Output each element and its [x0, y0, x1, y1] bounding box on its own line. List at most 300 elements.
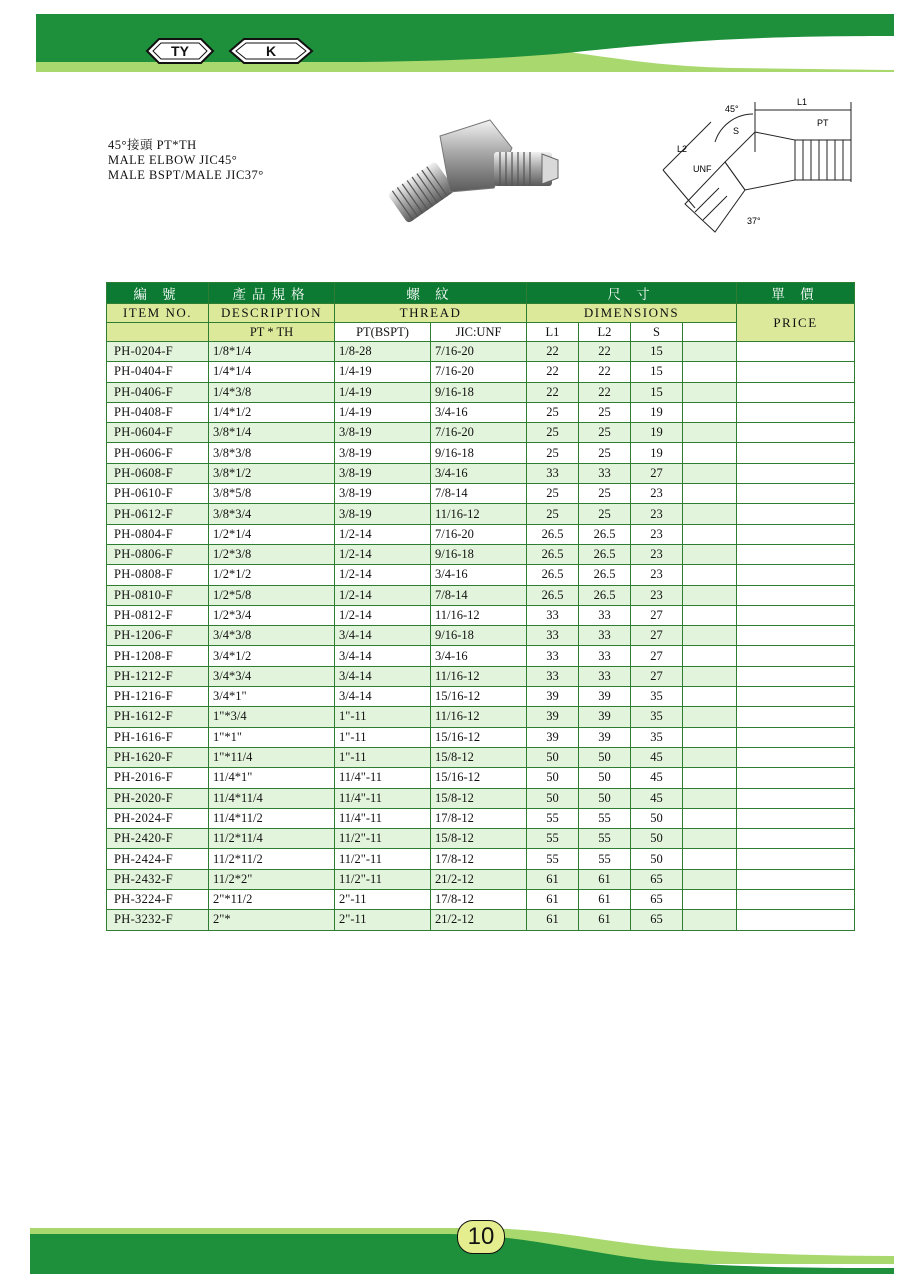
row-price: [737, 524, 855, 544]
table-row: [107, 747, 855, 767]
row-extra: [683, 788, 737, 808]
row-item: PH-0404-F: [107, 362, 209, 382]
product-title: [108, 138, 264, 183]
row-price: [737, 666, 855, 686]
row-l1: 50: [527, 788, 579, 808]
row-desc: 1/4*1/2: [209, 402, 335, 422]
table-row: [107, 342, 855, 362]
row-desc: 1"*11/4: [209, 747, 335, 767]
row-price: [737, 890, 855, 910]
row-price: [737, 382, 855, 402]
row-l1: 25: [527, 423, 579, 443]
row-l2: 25: [579, 484, 631, 504]
row-l1: 25: [527, 443, 579, 463]
row-l1: 22: [527, 362, 579, 382]
table-row: [107, 666, 855, 686]
row-s: 65: [631, 910, 683, 930]
row-l2: 22: [579, 382, 631, 402]
row-l1: 26.5: [527, 585, 579, 605]
row-l2: 55: [579, 808, 631, 828]
row-price: [737, 808, 855, 828]
product-title-en-2: MALE BSPT/MALE JIC37°: [108, 168, 264, 182]
row-l1: 55: [527, 849, 579, 869]
row-item: PH-2424-F: [107, 849, 209, 869]
row-item: PH-0810-F: [107, 585, 209, 605]
row-desc: 11/2*11/2: [209, 849, 335, 869]
row-extra: [683, 565, 737, 585]
header-desc-sub: PT * TH: [209, 323, 335, 342]
row-thread-jic: 7/16-20: [431, 342, 527, 362]
row-l1: 61: [527, 869, 579, 889]
page-number: 10: [457, 1220, 505, 1254]
row-s: 27: [631, 666, 683, 686]
row-price: [737, 788, 855, 808]
row-thread-pt: 11/2"-11: [335, 829, 431, 849]
row-desc: 3/4*3/4: [209, 666, 335, 686]
product-title-en-1: MALE ELBOW JIC45°: [108, 153, 238, 167]
row-s: 27: [631, 626, 683, 646]
row-l2: 25: [579, 423, 631, 443]
row-l2: 61: [579, 910, 631, 930]
table-row: [107, 910, 855, 930]
row-item: PH-0608-F: [107, 463, 209, 483]
product-photo: [382, 108, 562, 228]
row-desc: 1/4*3/8: [209, 382, 335, 402]
row-extra: [683, 342, 737, 362]
diagram-label-s: S: [733, 126, 740, 136]
row-l2: 61: [579, 869, 631, 889]
header-s-sub: S: [631, 323, 683, 342]
row-extra: [683, 524, 737, 544]
row-thread-pt: 11/2"-11: [335, 869, 431, 889]
row-thread-pt: 11/2"-11: [335, 849, 431, 869]
row-thread-pt: 1/4-19: [335, 382, 431, 402]
row-desc: 11/2*2": [209, 869, 335, 889]
row-thread-jic: 11/16-12: [431, 504, 527, 524]
row-price: [737, 727, 855, 747]
row-extra: [683, 808, 737, 828]
row-l1: 25: [527, 402, 579, 422]
row-thread-jic: 7/16-20: [431, 423, 527, 443]
row-l1: 55: [527, 808, 579, 828]
row-price: [737, 463, 855, 483]
row-l1: 50: [527, 747, 579, 767]
diagram-label-l2: L2: [677, 144, 688, 154]
row-thread-pt: 1/2-14: [335, 605, 431, 625]
row-l1: 33: [527, 646, 579, 666]
row-l1: 22: [527, 382, 579, 402]
row-desc: 2"*11/2: [209, 890, 335, 910]
row-s: 45: [631, 788, 683, 808]
table-row: [107, 463, 855, 483]
row-extra: [683, 382, 737, 402]
row-thread-jic: 21/2-12: [431, 910, 527, 930]
table-row: [107, 890, 855, 910]
table-row: [107, 585, 855, 605]
row-thread-jic: 15/8-12: [431, 829, 527, 849]
row-extra: [683, 687, 737, 707]
row-thread-pt: 1/8-28: [335, 342, 431, 362]
row-l2: 26.5: [579, 585, 631, 605]
row-l2: 39: [579, 727, 631, 747]
row-thread-jic: 7/16-20: [431, 362, 527, 382]
table-row: [107, 829, 855, 849]
row-extra: [683, 666, 737, 686]
row-thread-jic: 11/16-12: [431, 707, 527, 727]
row-price: [737, 362, 855, 382]
row-l2: 33: [579, 666, 631, 686]
row-s: 45: [631, 768, 683, 788]
row-extra: [683, 585, 737, 605]
row-price: [737, 626, 855, 646]
diagram-label-37: 37°: [747, 216, 761, 226]
header-thread-zh: 螺 紋: [335, 283, 527, 304]
row-s: 15: [631, 342, 683, 362]
header-pt-sub: PT(BSPT): [335, 323, 431, 342]
row-thread-jic: 9/16-18: [431, 382, 527, 402]
row-s: 23: [631, 544, 683, 564]
row-price: [737, 443, 855, 463]
row-s: 19: [631, 423, 683, 443]
row-desc: 11/4*11/2: [209, 808, 335, 828]
table-row: [107, 788, 855, 808]
row-extra: [683, 544, 737, 564]
row-desc: 1/8*1/4: [209, 342, 335, 362]
row-l1: 50: [527, 768, 579, 788]
row-s: 35: [631, 707, 683, 727]
brand-logo-k: [228, 38, 314, 64]
row-thread-pt: 1/4-19: [335, 362, 431, 382]
row-s: 50: [631, 808, 683, 828]
row-thread-pt: 11/4"-11: [335, 768, 431, 788]
header-l1-sub: L1: [527, 323, 579, 342]
table-row: [107, 869, 855, 889]
row-thread-pt: 2"-11: [335, 910, 431, 930]
header-row-en: [107, 304, 855, 323]
header-item-blank: [107, 323, 209, 342]
row-item: PH-1208-F: [107, 646, 209, 666]
row-thread-jic: 9/16-18: [431, 443, 527, 463]
header-item-en: ITEM NO.: [107, 304, 209, 323]
row-extra: [683, 423, 737, 443]
row-item: PH-2016-F: [107, 768, 209, 788]
row-s: 23: [631, 484, 683, 504]
row-item: PH-1206-F: [107, 626, 209, 646]
row-l1: 33: [527, 626, 579, 646]
row-extra: [683, 626, 737, 646]
diagram-label-l1: L1: [797, 97, 808, 107]
row-thread-jic: 21/2-12: [431, 869, 527, 889]
row-item: PH-1612-F: [107, 707, 209, 727]
row-thread-jic: 9/16-18: [431, 544, 527, 564]
row-price: [737, 829, 855, 849]
row-l2: 50: [579, 747, 631, 767]
row-desc: 11/4*11/4: [209, 788, 335, 808]
diagram-label-unf: UNF: [693, 164, 712, 174]
row-item: PH-0604-F: [107, 423, 209, 443]
row-item: PH-0806-F: [107, 544, 209, 564]
row-desc: 1/4*1/4: [209, 362, 335, 382]
row-item: PH-0804-F: [107, 524, 209, 544]
table-row: [107, 626, 855, 646]
row-thread-jic: 15/16-12: [431, 727, 527, 747]
row-item: PH-0612-F: [107, 504, 209, 524]
row-desc: 3/8*5/8: [209, 484, 335, 504]
row-l2: 33: [579, 626, 631, 646]
table-row: [107, 504, 855, 524]
row-s: 23: [631, 504, 683, 524]
table-row: [107, 402, 855, 422]
table-row: [107, 544, 855, 564]
row-thread-jic: 15/8-12: [431, 747, 527, 767]
row-extra: [683, 829, 737, 849]
row-extra: [683, 707, 737, 727]
product-title-zh: 45°接頭 PT*TH: [108, 138, 197, 152]
row-thread-jic: 15/16-12: [431, 768, 527, 788]
row-s: 50: [631, 829, 683, 849]
row-extra: [683, 890, 737, 910]
row-desc: 2"*: [209, 910, 335, 930]
row-l1: 26.5: [527, 565, 579, 585]
row-item: PH-3224-F: [107, 890, 209, 910]
table-row: [107, 727, 855, 747]
row-thread-pt: 1/2-14: [335, 585, 431, 605]
row-l1: 39: [527, 727, 579, 747]
row-s: 15: [631, 382, 683, 402]
brand-logo-ty-text: TY: [171, 43, 189, 59]
row-desc: 3/4*1": [209, 687, 335, 707]
dimensions-diagram: [655, 92, 855, 242]
row-s: 19: [631, 443, 683, 463]
row-l1: 26.5: [527, 544, 579, 564]
header-dims-zh: 尺 寸: [527, 283, 737, 304]
row-thread-jic: 3/4-16: [431, 646, 527, 666]
table-row: [107, 362, 855, 382]
table-row: [107, 768, 855, 788]
row-thread-pt: 3/8-19: [335, 484, 431, 504]
table-row: [107, 423, 855, 443]
table-row: [107, 382, 855, 402]
row-l1: 61: [527, 910, 579, 930]
row-s: 27: [631, 605, 683, 625]
table-row: [107, 484, 855, 504]
row-desc: 11/4*1": [209, 768, 335, 788]
row-thread-pt: 3/8-19: [335, 463, 431, 483]
row-extra: [683, 869, 737, 889]
row-extra: [683, 910, 737, 930]
row-s: 15: [631, 362, 683, 382]
row-l1: 33: [527, 666, 579, 686]
row-item: PH-0406-F: [107, 382, 209, 402]
row-s: 23: [631, 524, 683, 544]
header-l2-sub: L2: [579, 323, 631, 342]
row-price: [737, 423, 855, 443]
row-extra: [683, 362, 737, 382]
row-thread-pt: 1/2-14: [335, 524, 431, 544]
row-thread-pt: 3/4-14: [335, 666, 431, 686]
row-thread-jic: 11/16-12: [431, 605, 527, 625]
row-desc: 3/4*1/2: [209, 646, 335, 666]
header-extra-blank: [683, 323, 737, 342]
row-item: PH-2432-F: [107, 869, 209, 889]
row-l1: 25: [527, 484, 579, 504]
row-s: 50: [631, 849, 683, 869]
table-row: [107, 605, 855, 625]
row-desc: 1/2*1/4: [209, 524, 335, 544]
row-price: [737, 768, 855, 788]
row-s: 27: [631, 646, 683, 666]
row-desc: 11/2*11/4: [209, 829, 335, 849]
row-thread-pt: 11/4"-11: [335, 788, 431, 808]
row-item: PH-1620-F: [107, 747, 209, 767]
row-extra: [683, 402, 737, 422]
table-row: [107, 646, 855, 666]
table-row: [107, 707, 855, 727]
row-extra: [683, 849, 737, 869]
row-thread-jic: 15/8-12: [431, 788, 527, 808]
row-price: [737, 707, 855, 727]
row-thread-jic: 3/4-16: [431, 565, 527, 585]
row-s: 35: [631, 727, 683, 747]
table-row: [107, 849, 855, 869]
row-extra: [683, 484, 737, 504]
header-jic-sub: JIC:UNF: [431, 323, 527, 342]
row-desc: 3/8*1/2: [209, 463, 335, 483]
row-thread-pt: 3/8-19: [335, 423, 431, 443]
row-l2: 25: [579, 443, 631, 463]
row-l1: 25: [527, 504, 579, 524]
row-price: [737, 747, 855, 767]
row-desc: 1"*1": [209, 727, 335, 747]
row-l1: 33: [527, 463, 579, 483]
table-row: [107, 808, 855, 828]
row-item: PH-2024-F: [107, 808, 209, 828]
spec-table-body: [107, 342, 855, 931]
row-l1: 39: [527, 687, 579, 707]
row-thread-jic: 7/16-20: [431, 524, 527, 544]
header-desc-en: DESCRIPTION: [209, 304, 335, 323]
row-desc: 1/2*3/4: [209, 605, 335, 625]
row-item: PH-0204-F: [107, 342, 209, 362]
row-l2: 33: [579, 605, 631, 625]
header-price-en: PRICE: [737, 304, 855, 342]
row-l2: 26.5: [579, 524, 631, 544]
row-l2: 55: [579, 849, 631, 869]
row-item: PH-1616-F: [107, 727, 209, 747]
header-dims-en: DIMENSIONS: [527, 304, 737, 323]
row-thread-jic: 3/4-16: [431, 463, 527, 483]
row-l2: 26.5: [579, 565, 631, 585]
diagram-label-pt: PT: [817, 118, 829, 128]
row-s: 65: [631, 890, 683, 910]
row-extra: [683, 727, 737, 747]
row-l2: 25: [579, 402, 631, 422]
row-s: 35: [631, 687, 683, 707]
row-thread-pt: 1"-11: [335, 727, 431, 747]
row-l2: 50: [579, 788, 631, 808]
row-l2: 50: [579, 768, 631, 788]
row-price: [737, 544, 855, 564]
row-l2: 39: [579, 687, 631, 707]
row-l2: 61: [579, 890, 631, 910]
diagram-label-45: 45°: [725, 104, 739, 114]
row-item: PH-0812-F: [107, 605, 209, 625]
row-price: [737, 402, 855, 422]
row-extra: [683, 605, 737, 625]
row-thread-pt: 1"-11: [335, 707, 431, 727]
row-price: [737, 849, 855, 869]
row-thread-jic: 17/8-12: [431, 808, 527, 828]
header-thread-en: THREAD: [335, 304, 527, 323]
table-row: [107, 565, 855, 585]
row-l1: 22: [527, 342, 579, 362]
row-thread-jic: 3/4-16: [431, 402, 527, 422]
spec-table: [106, 282, 855, 931]
row-thread-jic: 7/8-14: [431, 585, 527, 605]
row-price: [737, 910, 855, 930]
row-s: 65: [631, 869, 683, 889]
row-item: PH-1212-F: [107, 666, 209, 686]
row-l1: 26.5: [527, 524, 579, 544]
row-desc: 1"*3/4: [209, 707, 335, 727]
row-thread-pt: 3/4-14: [335, 626, 431, 646]
row-thread-jic: 17/8-12: [431, 849, 527, 869]
row-desc: 1/2*1/2: [209, 565, 335, 585]
row-l2: 33: [579, 463, 631, 483]
row-thread-jic: 9/16-18: [431, 626, 527, 646]
row-extra: [683, 443, 737, 463]
row-extra: [683, 646, 737, 666]
row-thread-pt: 11/4"-11: [335, 808, 431, 828]
row-desc: 3/8*1/4: [209, 423, 335, 443]
header-item-zh: 編 號: [107, 283, 209, 304]
row-item: PH-2020-F: [107, 788, 209, 808]
row-s: 45: [631, 747, 683, 767]
row-extra: [683, 768, 737, 788]
row-thread-pt: 1/4-19: [335, 402, 431, 422]
row-thread-pt: 3/4-14: [335, 646, 431, 666]
brand-logo-ty: [145, 38, 215, 64]
row-item: PH-0610-F: [107, 484, 209, 504]
row-thread-pt: 2"-11: [335, 890, 431, 910]
row-desc: 1/2*3/8: [209, 544, 335, 564]
row-thread-pt: 3/8-19: [335, 443, 431, 463]
row-l2: 22: [579, 342, 631, 362]
row-l2: 25: [579, 504, 631, 524]
row-price: [737, 342, 855, 362]
row-price: [737, 585, 855, 605]
row-extra: [683, 747, 737, 767]
row-thread-jic: 17/8-12: [431, 890, 527, 910]
row-price: [737, 646, 855, 666]
row-l2: 26.5: [579, 544, 631, 564]
row-thread-pt: 3/4-14: [335, 687, 431, 707]
row-s: 27: [631, 463, 683, 483]
row-thread-pt: 3/8-19: [335, 504, 431, 524]
row-l1: 61: [527, 890, 579, 910]
row-desc: 3/4*3/8: [209, 626, 335, 646]
row-l1: 55: [527, 829, 579, 849]
row-price: [737, 484, 855, 504]
row-thread-pt: 1/2-14: [335, 565, 431, 585]
row-s: 19: [631, 402, 683, 422]
table-row: [107, 687, 855, 707]
row-item: PH-3232-F: [107, 910, 209, 930]
row-desc: 3/8*3/4: [209, 504, 335, 524]
row-price: [737, 687, 855, 707]
row-desc: 1/2*5/8: [209, 585, 335, 605]
table-row: [107, 443, 855, 463]
